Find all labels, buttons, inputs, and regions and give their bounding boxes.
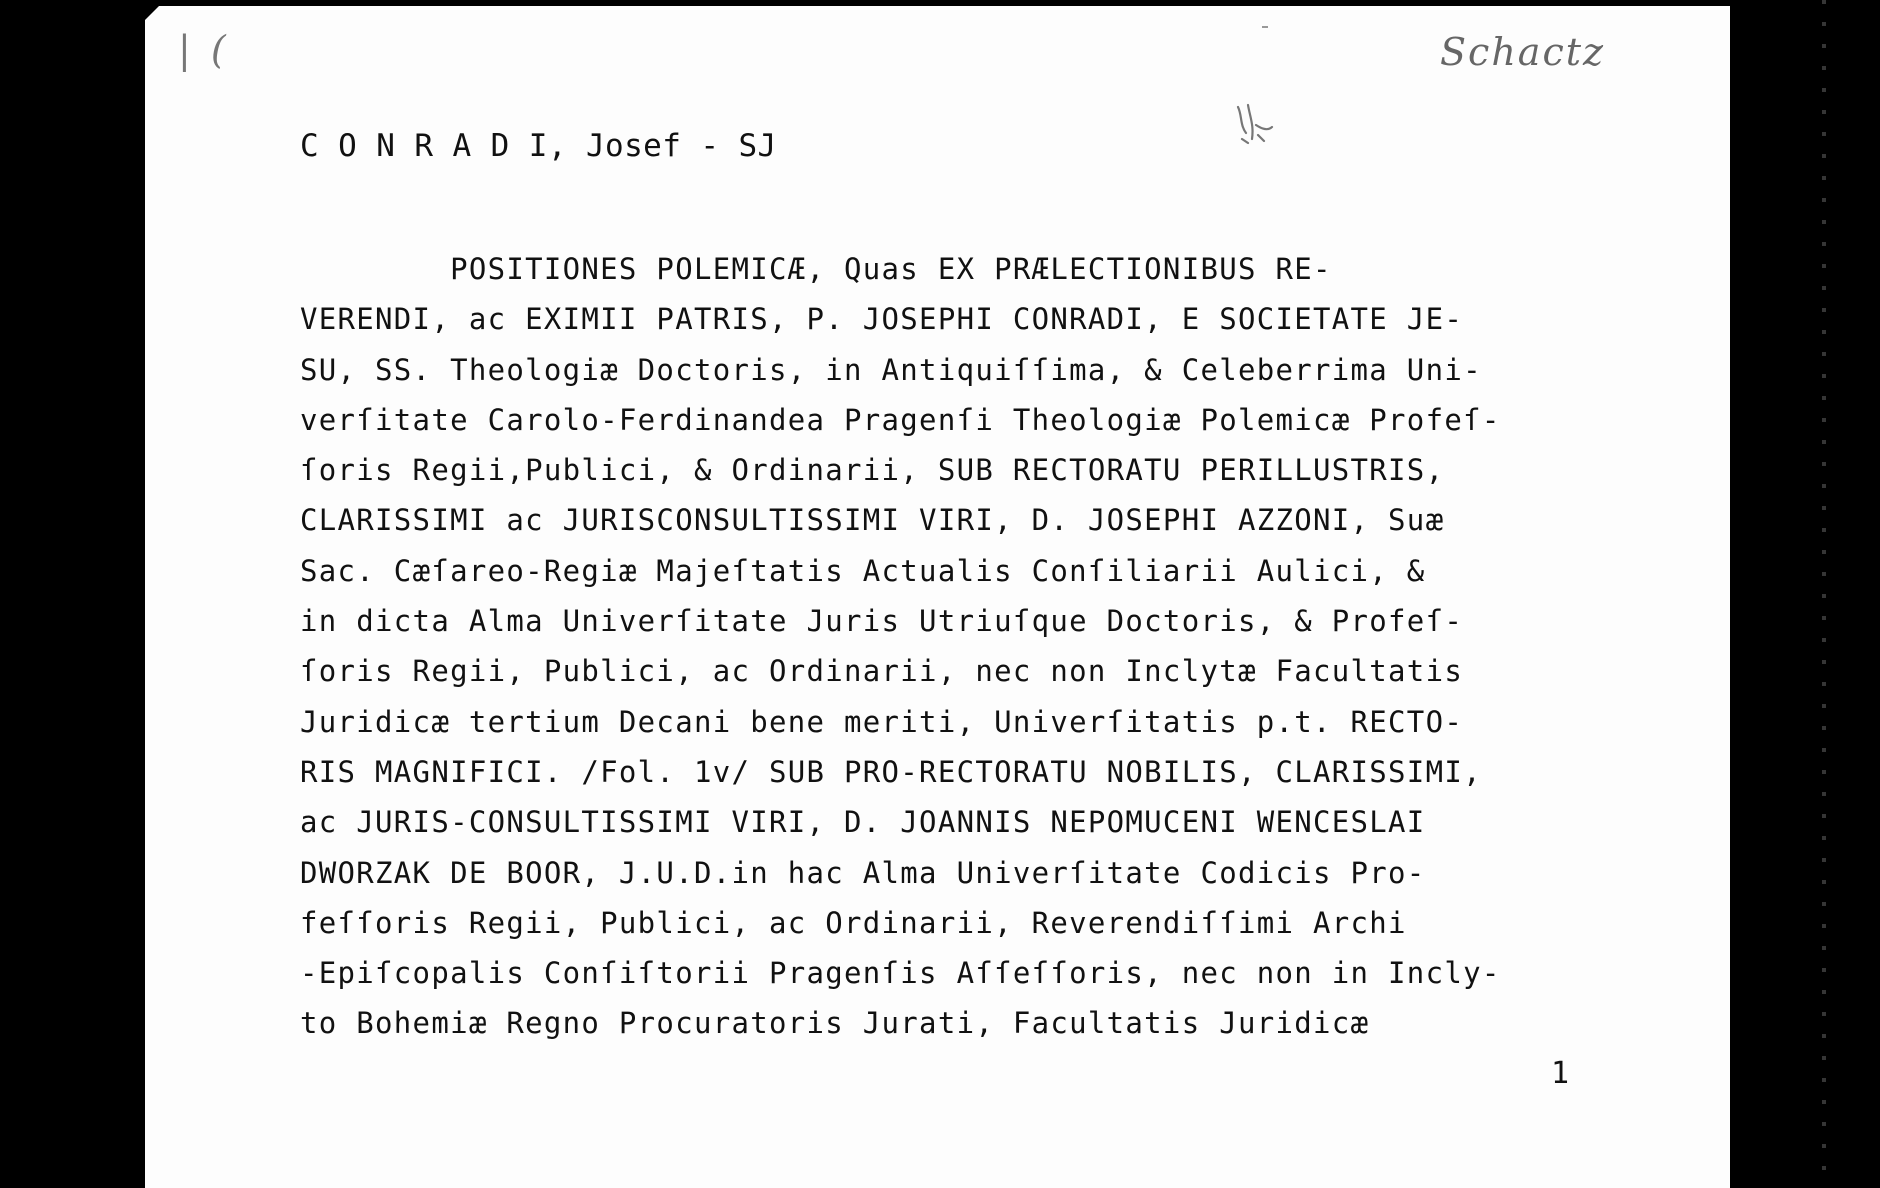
ink-scribble-icon [1228, 95, 1288, 155]
entry-line: VERENDI, ac EXIMII PATRIS, P. JOSEPHI CONRADI, E SOCIETATE JE- [300, 302, 1464, 337]
entry-line: Juridicæ tertium Decani bene meriti, Univerſitatis p.t. RECTO- [300, 704, 1464, 739]
scan-edge-marks [1822, 0, 1826, 1188]
entry-line: to Bohemiæ Regno Procuratoris Jurati, Facultatis Juridicæ [300, 1006, 1370, 1041]
entry-line: verſitate Carolo-Ferdinandea Pragenſi Theologiæ Polemicæ Profeſ- [300, 402, 1501, 437]
entry-line: Sac. Cæſareo-Regiæ Majeſtatis Actualis Conſiliarii Aulici, & [300, 553, 1426, 588]
ink-speck [1262, 26, 1268, 28]
entry-line: RIS MAGNIFICI. /Fol. 1v/ SUB PRO-RECTORATU NOBILIS, CLARISSIMI, [300, 754, 1482, 789]
entry-line: in dicta Alma Univerſitate Juris Utriuſque Doctoris, & Profeſ- [300, 604, 1464, 639]
margin-handwritten-mark: | ( [178, 28, 230, 72]
entry-line: -Epiſcopalis Conſiſtorii Pragenſis Aſſeſſoris, nec non in Incly- [300, 956, 1501, 991]
entry-line: feſſoris Regii, Publici, ac Ordinarii, Reverendiſſimi Archi [300, 905, 1407, 940]
entry-line: POSITIONES POLEMICÆ, Quas EX PRÆLECTIONIBUS RE- [300, 252, 1332, 286]
entry-line: ſoris Regii,Publici, & Ordinarii, SUB RECTORATU PERILLUSTRIS, [300, 453, 1445, 488]
card-corner-mark [145, 6, 159, 20]
page-number: 1 [1551, 1056, 1570, 1091]
entry-line: ſoris Regii, Publici, ac Ordinarii, nec non Inclytæ Facultatis [300, 654, 1464, 689]
entry-line: SU, SS. Theologiæ Doctoris, in Antiquiſſima, & Celeberrima Uni- [300, 352, 1482, 387]
card-heading: C O N R A D I, Josef - SJ [300, 128, 777, 164]
entry-line: ac JURIS-CONSULTISSIMI VIRI, D. JOANNIS NEPOMUCENI WENCESLAI [300, 805, 1426, 840]
handwritten-annotation: Schactz [1440, 30, 1606, 74]
bibliographic-entry [300, 244, 1501, 1049]
entry-line: CLARISSIMI ac JURISCONSULTISSIMI VIRI, D. JOSEPHI AZZONI, Suæ [300, 503, 1445, 538]
entry-line: DWORZAK DE BOOR, J.U.D.in hac Alma Univerſitate Codicis Pro- [300, 855, 1426, 890]
